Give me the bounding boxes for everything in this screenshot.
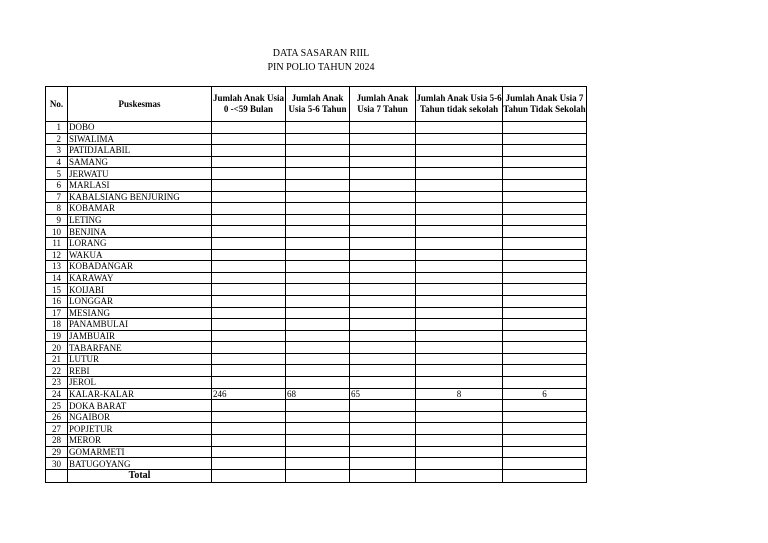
puskesmas-name: KALAR-KALAR: [68, 388, 212, 400]
value-cell: [416, 342, 503, 354]
value-cell: [212, 295, 286, 307]
header-col4: Jumlah Anak Usia 5-6 Tahun tidak sekolah: [416, 87, 503, 122]
table-row: [46, 353, 587, 365]
value-cell: [503, 295, 587, 307]
puskesmas-name: DOKA BARAT: [68, 400, 212, 412]
puskesmas-name: LETING: [68, 214, 212, 226]
value-cell: [350, 446, 416, 458]
header-col3: Jumlah Anak Usia 7 Tahun: [350, 87, 416, 122]
value-cell: [503, 319, 587, 331]
value-cell: [503, 423, 587, 435]
table-row: [46, 458, 587, 470]
value-cell: [286, 133, 350, 145]
value-cell: [286, 261, 350, 273]
row-number: 2: [46, 133, 68, 145]
table-row: [46, 179, 587, 191]
value-cell: [416, 203, 503, 215]
table-row: [46, 446, 587, 458]
table-row: [46, 191, 587, 203]
row-number: 24: [46, 388, 68, 400]
value-cell: 8: [416, 388, 503, 400]
value-cell: [503, 261, 587, 273]
value-cell: [212, 353, 286, 365]
value-cell: [212, 203, 286, 215]
puskesmas-name: GOMARMETI: [68, 446, 212, 458]
value-cell: [350, 365, 416, 377]
value-cell: [503, 214, 587, 226]
value-cell: [286, 145, 350, 157]
value-cell: [416, 226, 503, 238]
puskesmas-name: TABARFANE: [68, 342, 212, 354]
value-cell: [286, 284, 350, 296]
puskesmas-name: KARAWAY: [68, 272, 212, 284]
value-cell: [286, 411, 350, 423]
value-cell: [350, 226, 416, 238]
puskesmas-name: NGAIBOR: [68, 411, 212, 423]
row-number: 12: [46, 249, 68, 261]
value-cell: [350, 342, 416, 354]
row-number: 18: [46, 319, 68, 331]
value-cell: [350, 458, 416, 470]
puskesmas-name: MARLASI: [68, 179, 212, 191]
row-number: 10: [46, 226, 68, 238]
value-cell: [503, 133, 587, 145]
puskesmas-name: LONGGAR: [68, 295, 212, 307]
total-row: [46, 469, 587, 482]
value-cell: [503, 446, 587, 458]
target-data-table: [45, 86, 587, 483]
value-cell: [212, 319, 286, 331]
puskesmas-name: SAMANG: [68, 156, 212, 168]
puskesmas-name: POPJETUR: [68, 423, 212, 435]
value-cell: [212, 446, 286, 458]
value-cell: [416, 237, 503, 249]
table-body: [46, 122, 587, 470]
value-cell: [416, 353, 503, 365]
value-cell: [416, 122, 503, 134]
value-cell: 6: [503, 388, 587, 400]
value-cell: [286, 249, 350, 261]
value-cell: [416, 423, 503, 435]
value-cell: [212, 342, 286, 354]
row-number: 5: [46, 168, 68, 180]
value-cell: [286, 237, 350, 249]
value-cell: [416, 156, 503, 168]
header-puskesmas: Puskesmas: [68, 87, 212, 122]
value-cell: [503, 156, 587, 168]
row-number: 6: [46, 179, 68, 191]
value-cell: [416, 133, 503, 145]
header-col5: Jumlah Anak Usia 7 Tahun Tidak Sekolah: [503, 87, 587, 122]
row-number: 27: [46, 423, 68, 435]
table-row: [46, 122, 587, 134]
value-cell: [350, 249, 416, 261]
value-cell: [503, 307, 587, 319]
value-cell: [503, 203, 587, 215]
value-cell: [350, 400, 416, 412]
value-cell: [416, 435, 503, 447]
table-row: [46, 214, 587, 226]
value-cell: [503, 272, 587, 284]
value-cell: [350, 377, 416, 389]
value-cell: [212, 168, 286, 180]
value-cell: [416, 261, 503, 273]
value-cell: [503, 122, 587, 134]
table-row: [46, 342, 587, 354]
value-cell: [416, 377, 503, 389]
value-cell: [286, 342, 350, 354]
value-cell: [416, 446, 503, 458]
value-cell: [286, 353, 350, 365]
value-cell: [212, 133, 286, 145]
value-cell: [286, 423, 350, 435]
total-cell: [286, 469, 350, 482]
table-row: [46, 145, 587, 157]
table-row: [46, 411, 587, 423]
row-number: 19: [46, 330, 68, 342]
value-cell: [350, 237, 416, 249]
table-row: [46, 237, 587, 249]
row-number: 22: [46, 365, 68, 377]
value-cell: [350, 261, 416, 273]
value-cell: [212, 307, 286, 319]
value-cell: [416, 168, 503, 180]
value-cell: [350, 145, 416, 157]
puskesmas-name: LORANG: [68, 237, 212, 249]
row-number: 7: [46, 191, 68, 203]
value-cell: [503, 400, 587, 412]
value-cell: [212, 122, 286, 134]
row-number: 23: [46, 377, 68, 389]
row-number: 3: [46, 145, 68, 157]
row-number: 1: [46, 122, 68, 134]
value-cell: [212, 179, 286, 191]
value-cell: [286, 295, 350, 307]
document-title: DATA SASARAN RIIL: [272, 48, 370, 59]
total-cell: [503, 469, 587, 482]
value-cell: [286, 168, 350, 180]
row-number: 25: [46, 400, 68, 412]
value-cell: [350, 156, 416, 168]
value-cell: [503, 179, 587, 191]
row-number: 29: [46, 446, 68, 458]
value-cell: [416, 319, 503, 331]
value-cell: [286, 272, 350, 284]
value-cell: [286, 446, 350, 458]
table-row: [46, 435, 587, 447]
row-number: 26: [46, 411, 68, 423]
value-cell: [503, 330, 587, 342]
total-cell: [416, 469, 503, 482]
value-cell: [416, 272, 503, 284]
value-cell: [212, 411, 286, 423]
value-cell: [416, 307, 503, 319]
value-cell: [212, 261, 286, 273]
value-cell: [350, 214, 416, 226]
table-header-row: [46, 87, 587, 122]
puskesmas-name: LUTUR: [68, 353, 212, 365]
value-cell: [212, 365, 286, 377]
value-cell: [212, 458, 286, 470]
table-row: [46, 249, 587, 261]
value-cell: [212, 237, 286, 249]
value-cell: [350, 307, 416, 319]
value-cell: [416, 400, 503, 412]
value-cell: [212, 226, 286, 238]
value-cell: [503, 365, 587, 377]
value-cell: [286, 122, 350, 134]
value-cell: [286, 458, 350, 470]
value-cell: [286, 400, 350, 412]
table-row: [46, 319, 587, 331]
puskesmas-name: DOBO: [68, 122, 212, 134]
value-cell: [212, 249, 286, 261]
value-cell: [503, 226, 587, 238]
value-cell: [212, 284, 286, 296]
value-cell: [503, 284, 587, 296]
value-cell: [212, 400, 286, 412]
row-number: 17: [46, 307, 68, 319]
value-cell: [350, 295, 416, 307]
puskesmas-name: KOBADANGAR: [68, 261, 212, 273]
table-row: [46, 203, 587, 215]
value-cell: [503, 411, 587, 423]
puskesmas-name: JAMBUAIR: [68, 330, 212, 342]
value-cell: [416, 214, 503, 226]
puskesmas-name: JERWATU: [68, 168, 212, 180]
table-row: [46, 423, 587, 435]
value-cell: [286, 214, 350, 226]
value-cell: [350, 168, 416, 180]
header-col1: Jumlah Anak Usia 0 -<59 Bulan: [212, 87, 286, 122]
value-cell: [286, 319, 350, 331]
table-row: [46, 307, 587, 319]
value-cell: 65: [350, 388, 416, 400]
puskesmas-name: BENJINA: [68, 226, 212, 238]
value-cell: [212, 423, 286, 435]
puskesmas-name: PATIDJALABIL: [68, 145, 212, 157]
value-cell: [350, 284, 416, 296]
value-cell: [350, 191, 416, 203]
value-cell: [286, 377, 350, 389]
value-cell: [350, 411, 416, 423]
puskesmas-name: MEROR: [68, 435, 212, 447]
value-cell: [416, 249, 503, 261]
value-cell: [503, 237, 587, 249]
value-cell: [286, 203, 350, 215]
puskesmas-name: JEROL: [68, 377, 212, 389]
value-cell: [503, 342, 587, 354]
header-col2: Jumlah Anak Usia 5-6 Tahun: [286, 87, 350, 122]
value-cell: [350, 423, 416, 435]
row-number: 13: [46, 261, 68, 273]
puskesmas-name: SIWALIMA: [68, 133, 212, 145]
table-row: [46, 284, 587, 296]
value-cell: [416, 295, 503, 307]
value-cell: [503, 249, 587, 261]
row-number: 21: [46, 353, 68, 365]
value-cell: [416, 458, 503, 470]
row-number: 20: [46, 342, 68, 354]
value-cell: [212, 191, 286, 203]
value-cell: [350, 133, 416, 145]
table-row: [46, 388, 587, 400]
value-cell: [212, 330, 286, 342]
value-cell: [286, 191, 350, 203]
value-cell: [416, 145, 503, 157]
table-row: [46, 295, 587, 307]
table-row: [46, 272, 587, 284]
header-no: No.: [46, 87, 68, 122]
total-cell: [212, 469, 286, 482]
value-cell: [212, 435, 286, 447]
value-cell: [350, 179, 416, 191]
table-row: [46, 400, 587, 412]
value-cell: [503, 458, 587, 470]
value-cell: [350, 319, 416, 331]
value-cell: [212, 377, 286, 389]
table-row: [46, 226, 587, 238]
value-cell: [503, 435, 587, 447]
value-cell: [350, 353, 416, 365]
value-cell: [350, 272, 416, 284]
row-number: 15: [46, 284, 68, 296]
value-cell: [212, 145, 286, 157]
puskesmas-name: REBI: [68, 365, 212, 377]
value-cell: [416, 284, 503, 296]
value-cell: [503, 145, 587, 157]
total-label: Total: [68, 469, 212, 482]
value-cell: [503, 168, 587, 180]
value-cell: [212, 272, 286, 284]
value-cell: [286, 365, 350, 377]
value-cell: [350, 330, 416, 342]
value-cell: [286, 307, 350, 319]
value-cell: 246: [212, 388, 286, 400]
value-cell: [286, 330, 350, 342]
value-cell: [350, 122, 416, 134]
table-row: [46, 133, 587, 145]
row-number: 4: [46, 156, 68, 168]
row-number: 9: [46, 214, 68, 226]
puskesmas-name: PANAMBULAI: [68, 319, 212, 331]
value-cell: [286, 226, 350, 238]
value-cell: [416, 411, 503, 423]
value-cell: [212, 156, 286, 168]
value-cell: [503, 353, 587, 365]
table-row: [46, 330, 587, 342]
value-cell: [286, 179, 350, 191]
row-number: 28: [46, 435, 68, 447]
value-cell: [416, 179, 503, 191]
value-cell: [503, 377, 587, 389]
value-cell: [416, 365, 503, 377]
puskesmas-name: BATUGOYANG: [68, 458, 212, 470]
table-row: [46, 156, 587, 168]
value-cell: [350, 203, 416, 215]
value-cell: [350, 435, 416, 447]
value-cell: 68: [286, 388, 350, 400]
row-number: 14: [46, 272, 68, 284]
value-cell: [416, 330, 503, 342]
value-cell: [212, 214, 286, 226]
row-number: 30: [46, 458, 68, 470]
row-number: 16: [46, 295, 68, 307]
table-row: [46, 168, 587, 180]
row-number: 8: [46, 203, 68, 215]
puskesmas-name: KOIJABI: [68, 284, 212, 296]
document-subtitle: PIN POLIO TAHUN 2024: [267, 62, 375, 73]
value-cell: [416, 191, 503, 203]
value-cell: [286, 156, 350, 168]
puskesmas-name: KABALSIANG BENJURING: [68, 191, 212, 203]
table-row: [46, 261, 587, 273]
puskesmas-name: KOBAMAR: [68, 203, 212, 215]
row-number: 11: [46, 237, 68, 249]
puskesmas-name: MESIANG: [68, 307, 212, 319]
total-cell: [350, 469, 416, 482]
puskesmas-name: WAKUA: [68, 249, 212, 261]
table-row: [46, 365, 587, 377]
value-cell: [286, 435, 350, 447]
value-cell: [503, 191, 587, 203]
table-row: [46, 377, 587, 389]
